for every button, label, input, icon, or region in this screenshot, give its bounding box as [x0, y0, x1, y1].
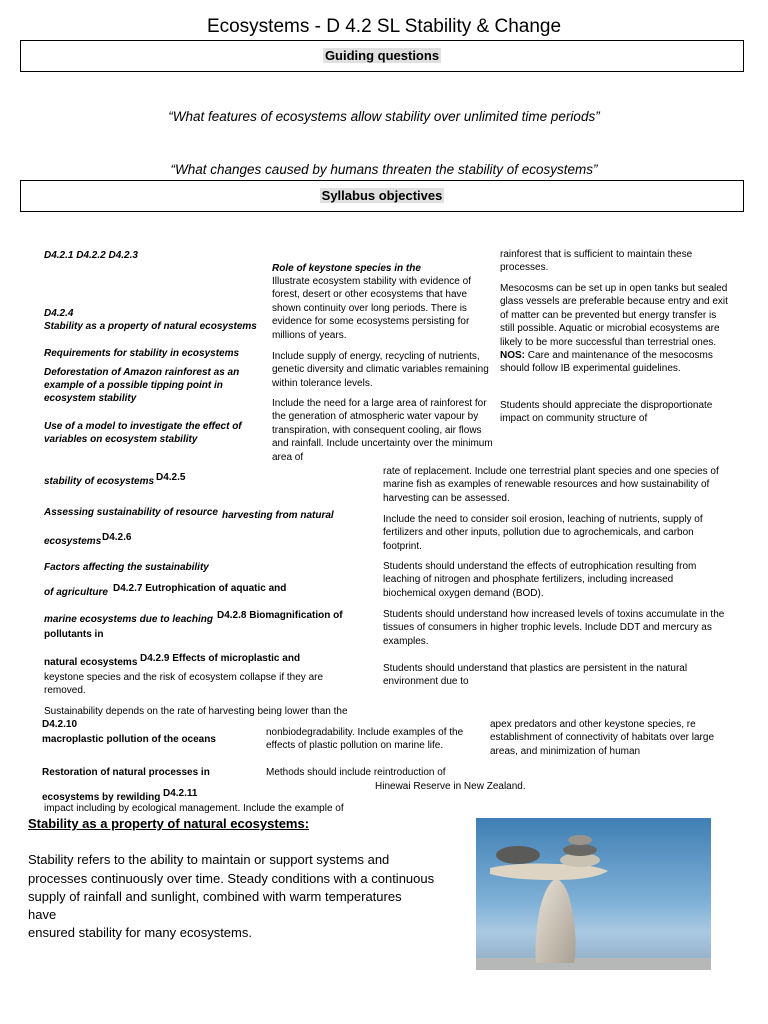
- objective-stability-ecosystems: stability of ecosystems: [44, 476, 155, 487]
- stability-paragraph-line-1: Stability refers to the ability to maintain or support systems and: [28, 852, 390, 867]
- reintroduction-text: Methods should include reintroduction of: [266, 767, 446, 778]
- mesocosm-text: [500, 282, 728, 376]
- right-stone-top-icon: [568, 835, 592, 845]
- rainforest-sufficiency-text: rainforest that is sufficient to maintain these processes.: [500, 249, 693, 274]
- rainforest-water-vapour-text: Include the need for a large area of rainforest for the generation of atmospheric water vapour by transpiration, with consequent cooling, air flows and rainfall. Include uncertainty over the minimum area of: [272, 398, 493, 463]
- objective-requirements-stability: Requirements for stability in ecosystems: [44, 348, 240, 359]
- objective-code-d427: D4.2.7 Eutrophication of aquatic and: [113, 583, 287, 594]
- disproportionate-impact-text: Students should appreciate the disproportionate impact on community structure of: [500, 400, 713, 425]
- stability-requirements-text: Include supply of energy, recycling of nutrients, genetic diversity and climatic variables remaining within tolerance levels.: [272, 351, 489, 389]
- right-stone-middle-icon: [563, 844, 597, 856]
- biomagnification-text: Students should understand how increased levels of toxins accumulate in the tissues of consumers in higher trophic levels. Include DDT and mercury as examples.: [383, 609, 725, 647]
- mesocosm-setup: Mesocosms can be set up in open tanks but sealed glass vessels are preferable because entry and exit of matter can be prevented but energy transfer is still possible. Aquatic or microbial ecosystems are likely to be more successful than terrestrial ones.: [500, 283, 728, 348]
- syllabus-objectives-header: Syllabus objectives: [321, 188, 443, 203]
- nos-label: NOS:: [500, 350, 525, 362]
- objective-rewilding: ecosystems by rewilding: [42, 792, 161, 803]
- hinewai-reserve-text: Hinewai Reserve in New Zealand.: [375, 781, 526, 792]
- objective-pollutants-in: pollutants in: [44, 629, 104, 640]
- objective-code-d425: D4.2.5: [156, 472, 186, 483]
- left-stone-icon: [496, 846, 540, 864]
- objective-stability-property: Stability as a property of natural ecosystems: [44, 321, 257, 332]
- soil-erosion-text: Include the need to consider soil erosion, leaching of nutrients, supply of fertilizers and other inputs, pollution due to agrochemicals, and carbon footprint.: [383, 514, 703, 552]
- objective-model-investigation: Use of a model to investigate the effect of variables on ecosystem stability: [44, 421, 242, 445]
- objective-of-agriculture: of agriculture: [44, 587, 108, 598]
- ecological-management-text: impact including by ecological management. Include the example of: [44, 803, 344, 814]
- objective-restoration-natural: Restoration of natural processes in: [42, 767, 210, 778]
- objective-macroplastic-pollution: macroplastic pollution of the oceans: [42, 734, 216, 745]
- guiding-question-2: “What changes caused by humans threaten the stability of ecosystems”: [170, 162, 598, 177]
- keystone-collapse-text: keystone species and the risk of ecosystem collapse if they are removed.: [44, 672, 324, 697]
- rate-of-replacement-text: rate of replacement. Include one terrestrial plant species and one species of marine fish as examples of renewable resources and how sustainability of harvesting can be assessed.: [383, 466, 719, 504]
- sustainability-harvesting-text: Sustainability depends on the rate of harvesting being lower than the: [44, 706, 348, 717]
- objective-natural-ecosystems: natural ecosystems: [44, 657, 138, 668]
- objective-marine-ecosystems: marine ecosystems due to leaching: [44, 614, 213, 625]
- guiding-questions-box: [20, 40, 744, 72]
- objective-assessing-sustainability: Assessing sustainability of resource: [44, 507, 218, 518]
- objective-factors-sustainability: Factors affecting the sustainability: [44, 562, 209, 573]
- syllabus-objectives-box: [20, 180, 744, 212]
- plastic-persistence-text: Students should understand that plastics are persistent in the natural environment due to: [383, 663, 688, 688]
- objective-code-d424: D4.2.4: [44, 308, 74, 319]
- objective-code-d428: D4.2.8 Biomagnification of: [217, 610, 343, 621]
- objective-code-d426: D4.2.6: [102, 532, 132, 543]
- objective-deforestation-amazon: Deforestation of Amazon rainforest as an example of a possible tipping point in ecosystem stability: [44, 367, 240, 404]
- eutrophication-text: Students should understand the effects of eutrophication resulting from leaching of nitrogen and phosphate fertilizers, including increased biochemical oxygen demand (BOD).: [383, 561, 697, 599]
- nonbiodegradability-text: nonbiodegradability. Include examples of the effects of plastic pollution on marine life.: [266, 727, 464, 752]
- stability-paragraph-line-3: supply of rainfall and sunlight, combined with warm temperatures: [28, 889, 402, 904]
- stability-paragraph-line-4: have: [28, 907, 57, 922]
- balancing-stones-photo: [476, 818, 711, 970]
- stability-paragraph-line-2: processes continuously over time. Steady conditions with a continuous: [28, 871, 435, 886]
- guiding-question-1: “What features of ecosystems allow stability over unlimited time periods”: [168, 109, 600, 124]
- objective-code-d4211: D4.2.11: [163, 788, 198, 799]
- keystone-role-heading: Role of keystone species in the: [272, 263, 421, 274]
- ecosystem-stability-evidence: Illustrate ecosystem stability with evidence of forest, desert or other ecosystems that have shown continuity over long periods. There is evidence for some ecosystems persisting for millions of years.: [272, 276, 471, 341]
- objective-code-d421-d423: D4.2.1 D4.2.2 D4.2.3: [44, 250, 138, 261]
- stability-paragraph-line-5: ensured stability for many ecosystems.: [28, 925, 252, 940]
- objective-harvesting-natural: harvesting from natural: [222, 510, 334, 521]
- mesocosm-care: Care and maintenance of the mesocosms should follow IB experimental guidelines.: [500, 350, 713, 375]
- objective-ecosystems: ecosystems: [44, 536, 102, 547]
- objective-code-d429: D4.2.9 Effects of microplastic and: [140, 653, 301, 664]
- page-title: Ecosystems - D 4.2 SL Stability & Change: [206, 16, 562, 37]
- stability-section-heading: Stability as a property of natural ecosystems:: [28, 816, 310, 831]
- guiding-questions-header: Guiding questions: [324, 48, 440, 63]
- objective-code-d4210: D4.2.10: [42, 719, 78, 730]
- apex-predators-text: apex predators and other keystone species, re establishment of connectivity of habitats over large areas, and minimization of human: [490, 719, 715, 757]
